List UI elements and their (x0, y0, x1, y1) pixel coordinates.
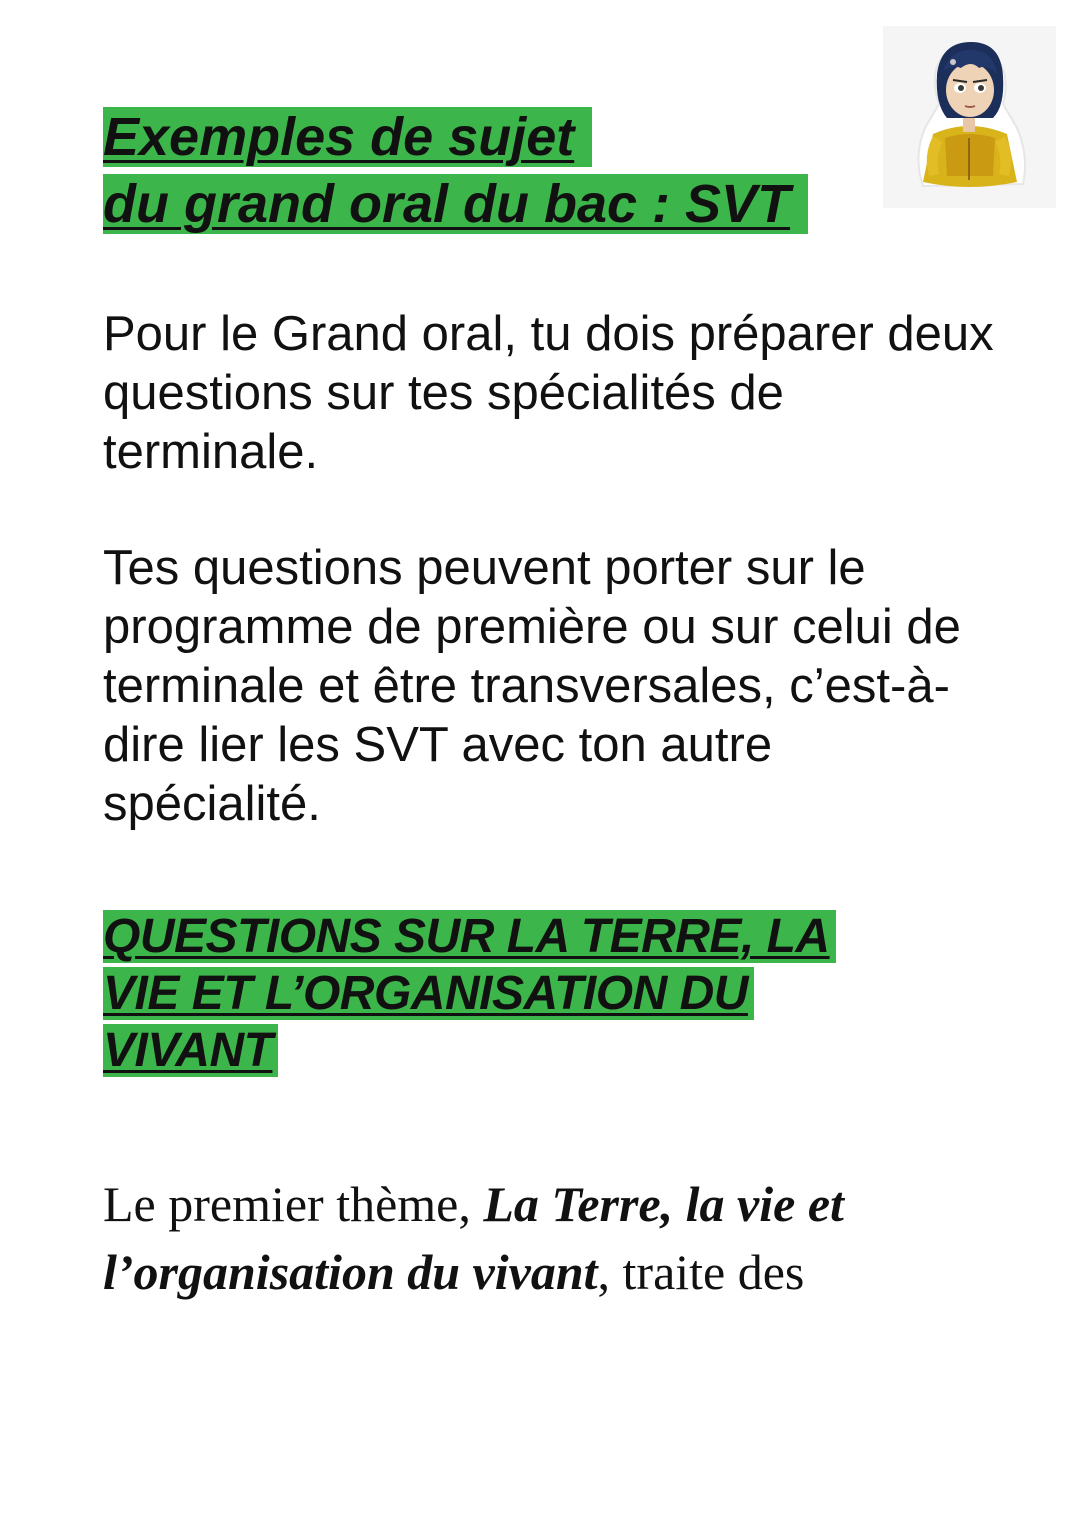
theme-prefix: Le premier thème, (103, 1176, 484, 1232)
section-heading (103, 908, 836, 1079)
cartoon-girl-yellow-raincoat-icon (883, 26, 1056, 208)
title-line-2: du grand oral du bac : SVT (103, 174, 808, 234)
section-heading-line-2: VIE ET L’ORGANISATION DU (103, 967, 754, 1020)
section-heading-line-1: QUESTIONS SUR LA TERRE, LA (103, 910, 836, 963)
section-heading-line-3: VIVANT (103, 1024, 278, 1077)
theme-emphasis-2: l’organisation du vivant (103, 1244, 598, 1300)
page-title (103, 104, 808, 238)
theme-suffix: , traite des (597, 1244, 805, 1300)
theme-emphasis-1: La Terre, la vie et (483, 1176, 844, 1232)
theme-paragraph (103, 1170, 1003, 1306)
intro-paragraph: Pour le Grand oral, tu dois préparer deux questions sur tes spécialités de terminale. (103, 307, 994, 479)
title-line-1: Exemples de sujet (103, 107, 592, 167)
questions-paragraph: Tes questions peuvent porter sur le programme de première ou sur celui de terminale et être transversales, c’est-à-dire lier les SVT avec ton autre spécialité. (103, 541, 961, 831)
character-sticker-icon (883, 26, 1056, 208)
